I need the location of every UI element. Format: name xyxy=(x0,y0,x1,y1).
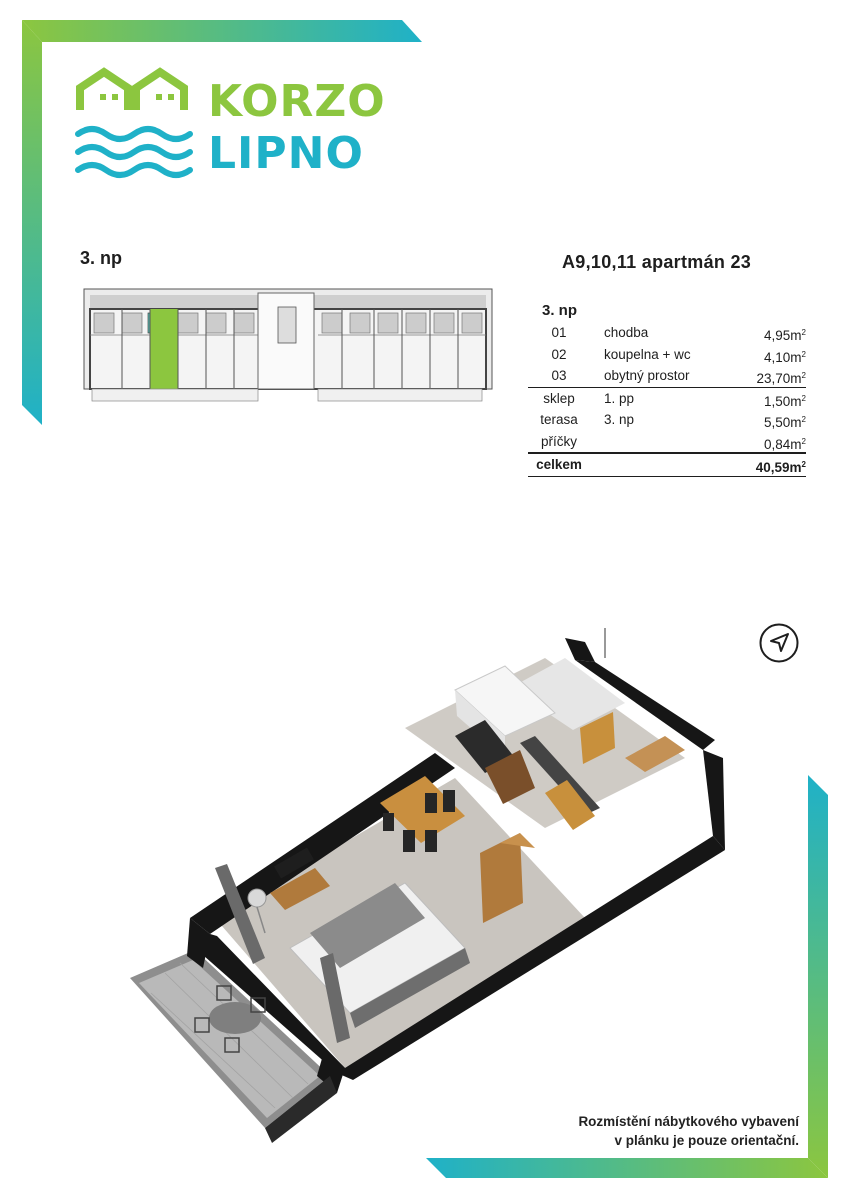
apartment-title: A9,10,11 apartmán 23 xyxy=(562,252,752,272)
room-number: 02 xyxy=(551,346,567,362)
extra-name: 3. np xyxy=(604,412,635,427)
room-area: 4,95m xyxy=(764,328,802,343)
room-area: 4,10m xyxy=(764,349,802,365)
extra-area: 0,84m xyxy=(764,436,802,452)
furniture-disclaimer xyxy=(469,1112,799,1150)
extra-area: 5,50m xyxy=(764,415,802,430)
building-floor-minimap xyxy=(82,283,494,403)
room-name: chodba xyxy=(604,325,649,340)
extra-label: příčky xyxy=(540,433,577,449)
area-total-row xyxy=(528,454,806,476)
area-table xyxy=(528,302,806,477)
brand-logo xyxy=(74,66,386,186)
brand-line-1: KORZO xyxy=(208,76,386,127)
room-name: koupelna + wc xyxy=(604,346,691,362)
area-row xyxy=(528,365,806,387)
unit-exponent: 2 xyxy=(801,328,806,337)
area-row xyxy=(528,322,806,344)
apartment-3d-plan xyxy=(125,618,725,1143)
unit-exponent: 2 xyxy=(801,460,806,469)
disclaimer-line-1: Rozmístění nábytkového vybavení xyxy=(578,1114,799,1129)
unit-exponent: 2 xyxy=(801,436,806,446)
area-row xyxy=(528,431,806,453)
extra-name: 1. pp xyxy=(604,390,635,406)
extra-label: sklep xyxy=(543,390,575,406)
area-section-title: 3. np xyxy=(542,302,578,319)
brand-line-2: LIPNO xyxy=(208,128,364,179)
extra-label: terasa xyxy=(540,412,578,427)
unit-exponent: 2 xyxy=(801,371,806,380)
unit-exponent: 2 xyxy=(801,349,806,359)
room-number: 01 xyxy=(551,325,567,340)
room-area: 23,70m xyxy=(756,371,802,386)
extra-area: 1,50m xyxy=(764,393,802,409)
area-row xyxy=(528,344,806,366)
houses-waves-logo-icon xyxy=(74,66,194,181)
disclaimer-line-2: v plánku je pouze orientační. xyxy=(614,1133,799,1148)
total-label: celkem xyxy=(536,457,582,472)
room-number: 03 xyxy=(551,368,567,383)
room-name: obytný prostor xyxy=(604,368,690,383)
compass-arrow-icon xyxy=(758,622,800,664)
unit-exponent: 2 xyxy=(801,393,806,403)
area-row xyxy=(528,388,806,410)
unit-exponent: 2 xyxy=(801,415,806,424)
floor-label: 3. np xyxy=(80,248,123,268)
area-row xyxy=(528,409,806,431)
total-area: 40,59m xyxy=(755,460,802,475)
